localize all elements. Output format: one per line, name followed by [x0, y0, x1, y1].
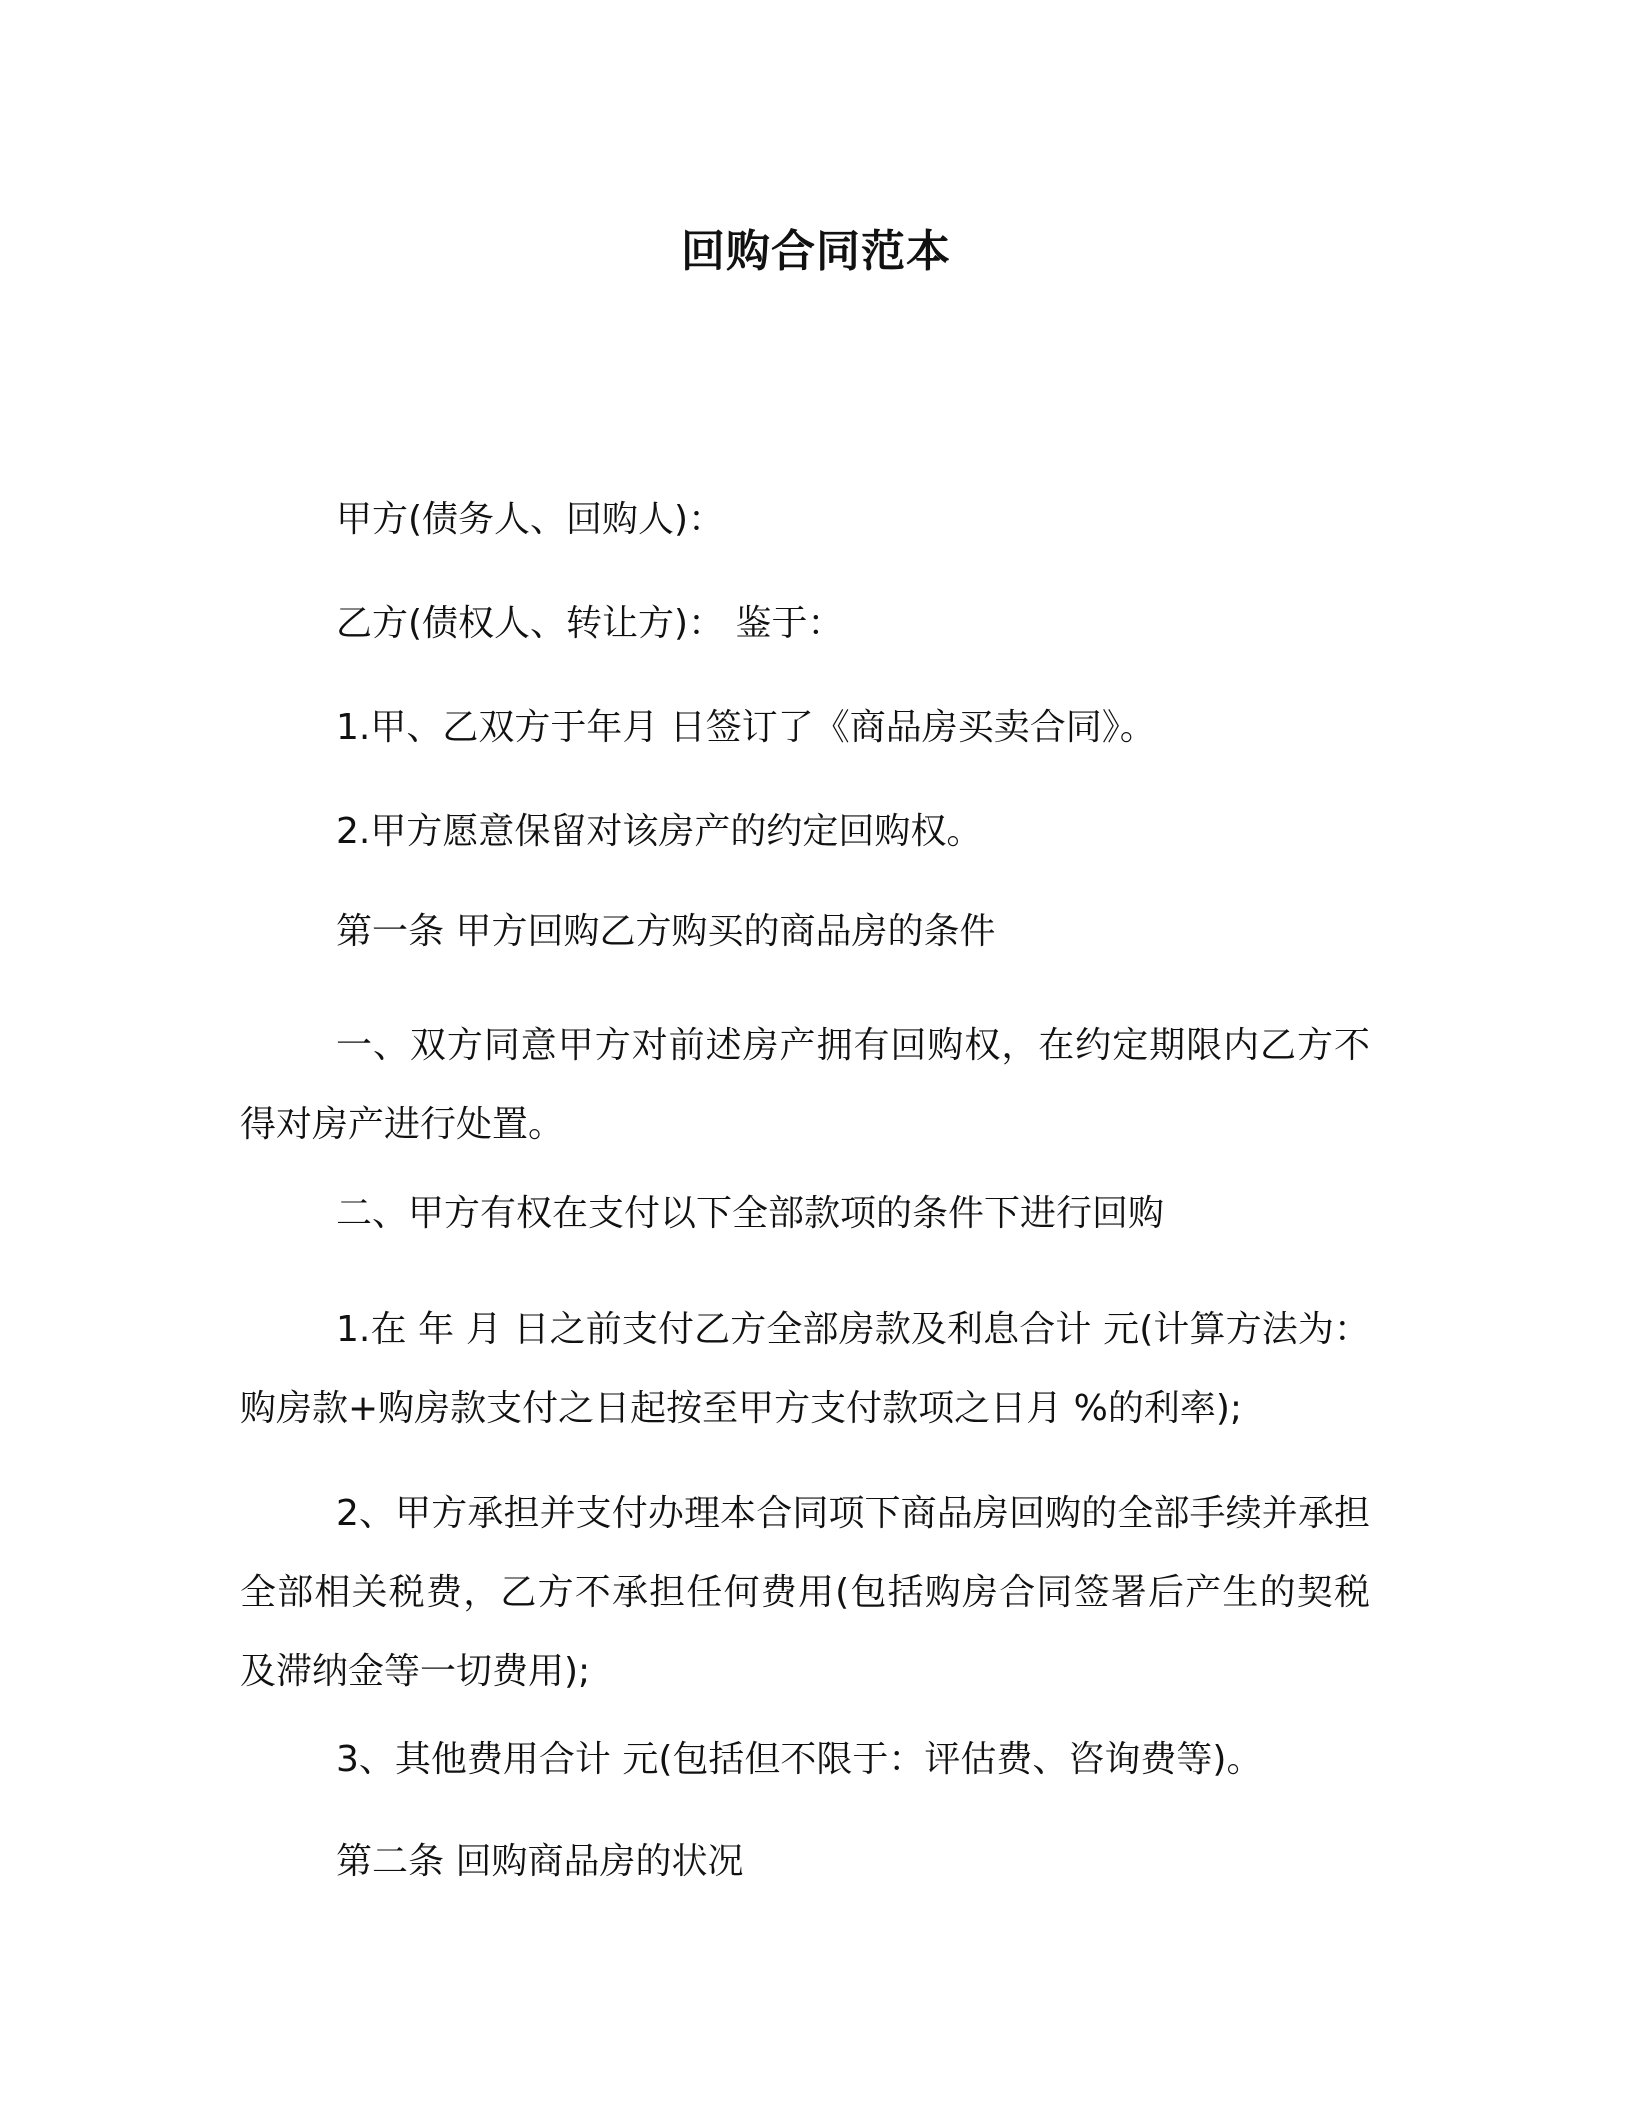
- article-1-item-3: 3、其他费用合计 元(包括但不限于：评估费、咨询费等)。: [336, 1739, 1263, 1780]
- article-2-heading: 第二条 回购商品房的状况: [336, 1841, 744, 1882]
- recital-1: 1.甲、乙双方于年月 日签订了《商品房买卖合同》。: [336, 707, 1156, 748]
- article-1-clause-1: 一、双方同意甲方对前述房产拥有回购权，在约定期限内乙方不得对房产进行处置。: [240, 1025, 1370, 1145]
- party-b-line: 乙方(债权人、转让方)： 鉴于：: [336, 603, 844, 644]
- recital-2: 2.甲方愿意保留对该房产的约定回购权。: [336, 811, 983, 852]
- party-a-line: 甲方(债务人、回购人)：: [336, 499, 725, 540]
- article-1-item-1: 1.在 年 月 日之前支付乙方全部房款及利息合计 元(计算方法为：购房款+购房款支付之日起按至甲方支付款项之日月 %的利率);: [240, 1309, 1370, 1429]
- article-1-item-2: 2、甲方承担并支付办理本合同项下商品房回购的全部手续并承担全部相关税费，乙方不承担任何费用(包括购房合同签署后产生的契税及滞纳金等一切费用);: [240, 1493, 1370, 1692]
- article-1-heading: 第一条 甲方回购乙方购买的商品房的条件: [336, 911, 996, 952]
- article-1-clause-2: 二、甲方有权在支付以下全部款项的条件下进行回购: [336, 1193, 1165, 1234]
- document-title: 回购合同范本: [681, 226, 951, 277]
